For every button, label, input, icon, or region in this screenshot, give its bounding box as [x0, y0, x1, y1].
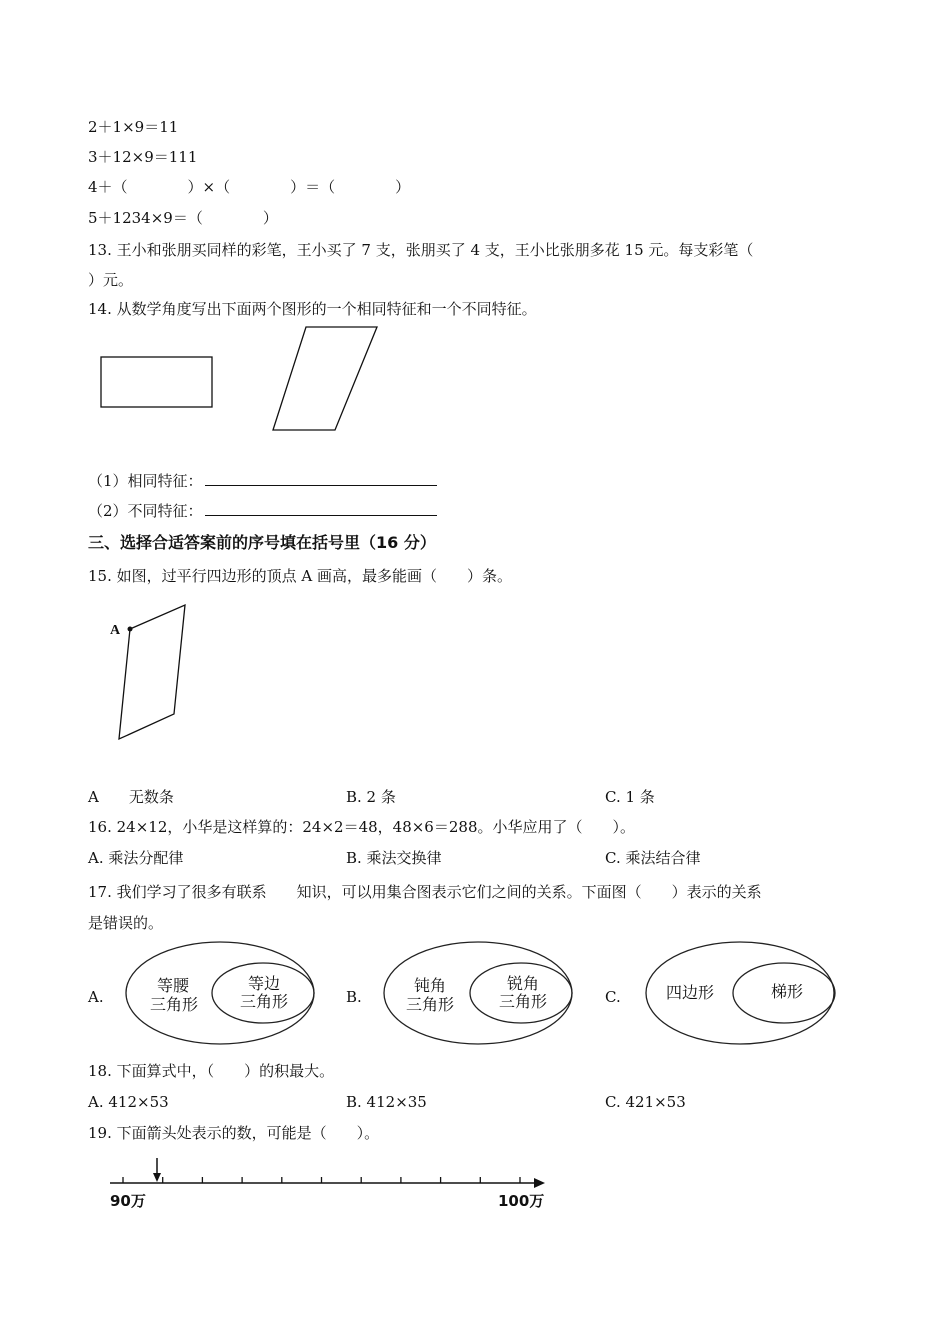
number-line-arrowhead: [534, 1178, 545, 1188]
q16-text: 16. 24×12，小华是这样算的：24×2＝48，48×6＝288。小华应用了（ ）。: [88, 818, 635, 836]
q15-vertex-a-label: A: [110, 623, 121, 638]
venn-a-outer-label-2: 三角形: [150, 995, 199, 1014]
q17-option-b-label[interactable]: B.: [346, 988, 362, 1006]
q18-option-b[interactable]: B. 412×35: [346, 1093, 427, 1111]
venn-a-inner-label-2: 三角形: [240, 992, 289, 1011]
q18-option-a[interactable]: A. 412×53: [88, 1093, 169, 1111]
venn-b-inner-label-1: 锐角: [507, 974, 540, 993]
q15-text: 15. 如图，过平行四边形的顶点 A 画高，最多能画（ ）条。: [88, 567, 512, 585]
q16-option-b[interactable]: B. 乘法交换律: [346, 849, 442, 867]
arrow-marker-head: [153, 1173, 161, 1182]
venn-c-inner-label: 梯形: [771, 982, 804, 1001]
q16-option-a[interactable]: A. 乘法分配律: [88, 849, 184, 867]
q18-option-c[interactable]: C. 421×53: [605, 1093, 686, 1111]
q17-text-line-1: 17. 我们学习了很多有联系 知识，可以用集合图表示它们之间的关系。下面图（ ）表示的关系: [88, 883, 762, 901]
venn-a-inner-label-1: 等边: [248, 974, 281, 993]
q17-text-line-2: 是错误的。: [88, 914, 164, 932]
q19-text: 19. 下面箭头处表示的数，可能是（ ）。: [88, 1124, 380, 1142]
q14-diff-label: （2）不同特征：: [88, 502, 203, 520]
q13-text-line-2: ）元。: [88, 271, 134, 289]
section-3-title: 三、选择合适答案前的序号填在括号里（16 分）: [88, 533, 436, 552]
pattern-line-1: 2＋1×9＝11: [88, 118, 179, 136]
q15-option-b[interactable]: B. 2 条: [346, 788, 396, 806]
q13-text-line-1: 13. 王小和张朋买同样的彩笔，王小买了 7 支，张朋买了 4 支，王小比张朋多花 15 元。每支彩笔（: [88, 241, 754, 259]
venn-b-outer-label-2: 三角形: [406, 995, 455, 1014]
number-line-end-label: 100万: [498, 1192, 545, 1210]
number-line-ticks: [123, 1177, 520, 1183]
q15-option-a[interactable]: A 无数条: [88, 788, 174, 806]
venn-a-outer-label-1: 等腰: [157, 976, 190, 995]
q14-text: 14. 从数学角度写出下面两个图形的一个相同特征和一个不同特征。: [88, 300, 537, 318]
q17-option-c-label[interactable]: C.: [605, 988, 621, 1006]
pattern-line-4: 5＋1234×9＝（ ）: [88, 209, 278, 227]
venn-c-outer-label: 四边形: [666, 983, 715, 1002]
q18-text: 18. 下面算式中，（ ）的积最大。: [88, 1062, 335, 1080]
q15-option-c[interactable]: C. 1 条: [605, 788, 655, 806]
pattern-line-2: 3＋12×9＝111: [88, 148, 198, 166]
pattern-line-3: 4＋（ ）×（ ）＝（ ）: [88, 178, 411, 196]
q16-option-c[interactable]: C. 乘法结合律: [605, 849, 701, 867]
number-line-start-label: 90万: [110, 1192, 146, 1210]
q14-same-label: （1）相同特征：: [88, 472, 203, 490]
q17-option-a-label[interactable]: A.: [88, 988, 104, 1006]
venn-b-outer-label-1: 钝角: [414, 976, 447, 995]
venn-b-inner-label-2: 三角形: [499, 992, 548, 1011]
